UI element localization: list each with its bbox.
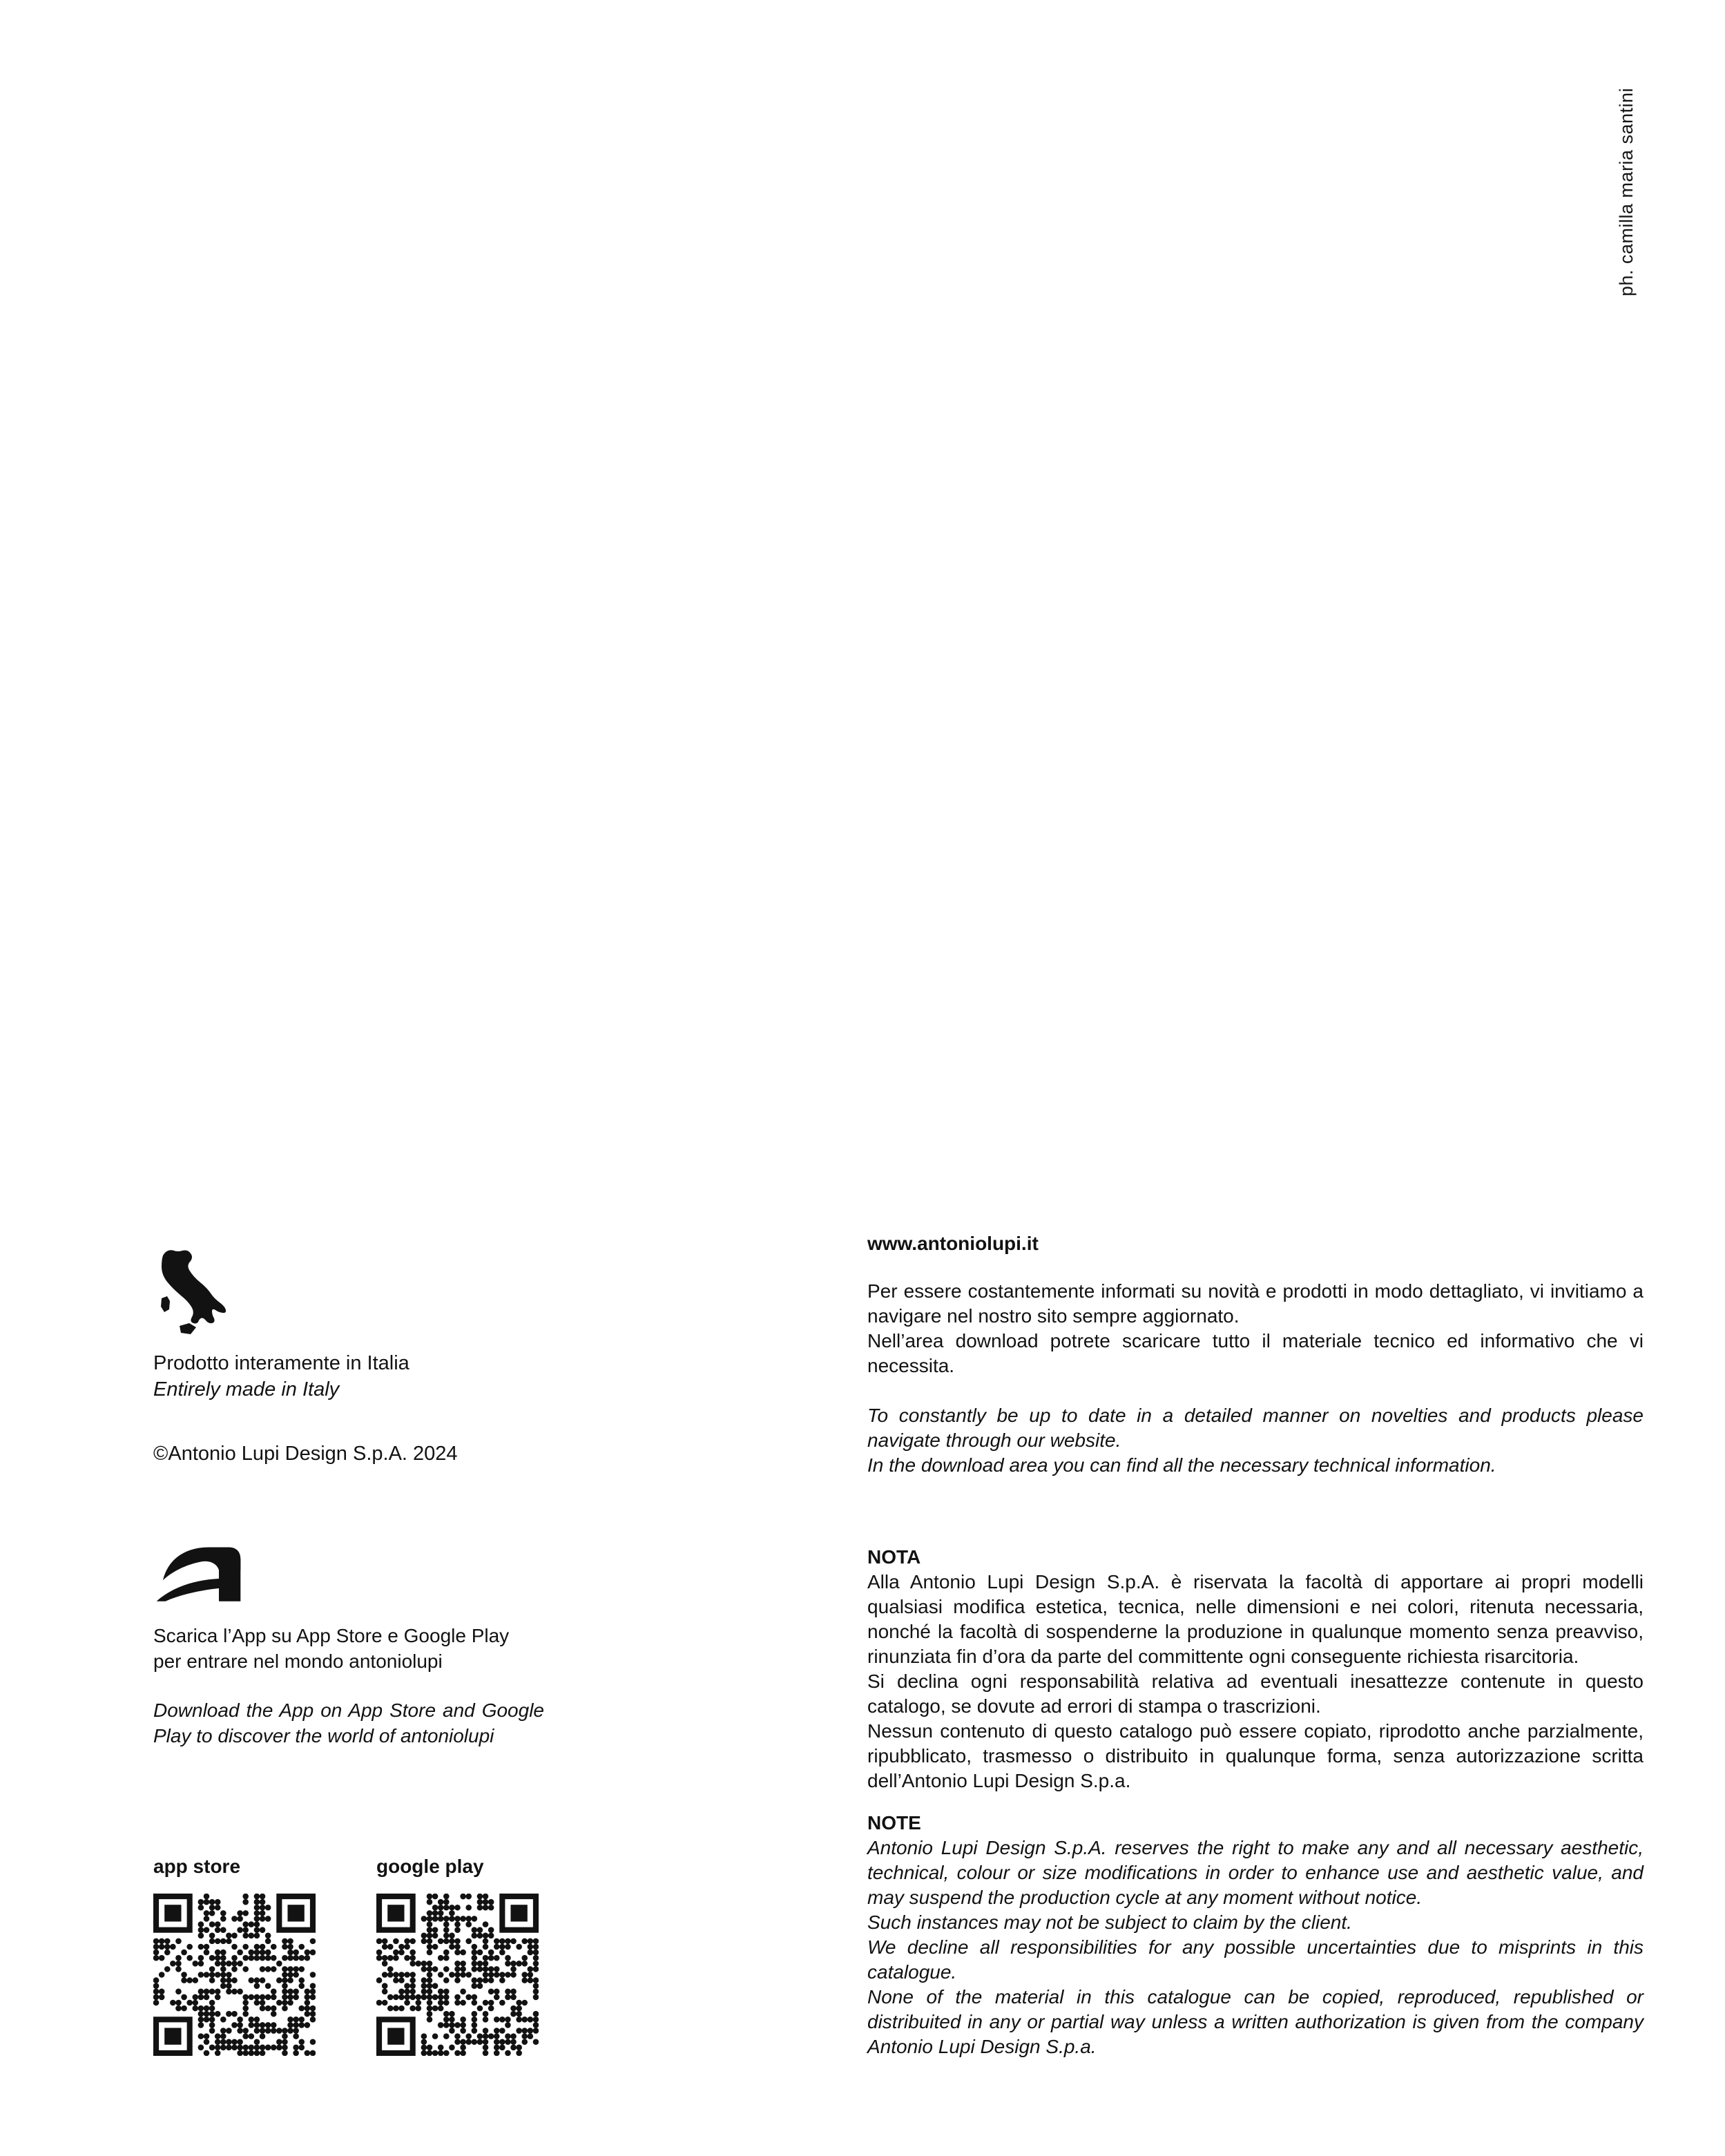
photo-credit-vertical-text: ph. camilla maria santini — [1616, 88, 1637, 297]
copyright-line: ©Antonio Lupi Design S.p.A. 2024 — [153, 1443, 458, 1465]
app-promo-italian-line2: per entrare nel mondo antoniolupi — [153, 1650, 443, 1672]
app-promo-italian — [153, 1623, 544, 1674]
app-promo-english: Download the App on App Store and Google Play to discover the world of antoniolupi — [153, 1700, 544, 1746]
made-in-italy-text — [153, 1350, 544, 1403]
qr-code-google-play-icon — [376, 1894, 539, 2056]
antoniolupi-logo — [154, 1540, 243, 1602]
google-play-label: google play — [376, 1856, 484, 1877]
qr-block-app-store — [153, 1856, 316, 2056]
italy-map-icon — [153, 1249, 228, 1339]
right-column — [867, 1231, 1644, 2059]
note-paragraph: Such instances may not be subject to claim by the client. — [867, 1912, 1352, 1933]
intro-italian-paragraph: Per essere costantemente informati su novità e prodotti in modo dettagliato, vi invitiamo a navigare nel nostro sito sempre aggiornato. — [867, 1280, 1644, 1327]
note-heading: NOTE — [867, 1812, 921, 1833]
nota-paragraph: Si declina ogni responsabilità relativa ad eventuali inesattezze contenute in questo catalogo, se dovute ad errori di stampa o trascrizioni. — [867, 1671, 1644, 1717]
intro-italian-paragraph: Nell’area download potrete scaricare tutto il materiale tecnico ed informativo che vi necessita. — [867, 1330, 1644, 1376]
qr-code-app-store-icon — [153, 1894, 316, 2056]
app-store-label: app store — [153, 1856, 241, 1877]
nota-paragraph: Nessun contenuto di questo catalogo può essere copiato, riprodotto anche parzialmente, ripubblicato, trasmesso o distribuito in qualunque forma, senza autorizzazione scritta dell’Antonio Lupi Design S.p.a. — [867, 1720, 1644, 1791]
note-paragraph: We decline all responsibilities for any possible uncertainties due to misprints in this catalogue. — [867, 1936, 1644, 1983]
app-promo-italian-line1: Scarica l’App su App Store e Google Play — [153, 1625, 510, 1646]
made-in-italy-english: Entirely made in Italy — [153, 1378, 340, 1401]
note-paragraph: Antonio Lupi Design S.p.A. reserves the right to make any and all necessary aesthetic, technical, colour or size modifications in order to enhance use and aesthetic value, and may suspend the production cycle at any moment without notice. — [867, 1837, 1644, 1908]
made-in-italy-italian: Prodotto interamente in Italia — [153, 1352, 409, 1374]
note-paragraph: None of the material in this catalogue can be copied, reproduced, republished or distribuited in any or partial way unless a written authorization is given from the company Antonio Lupi Design S.p.a. — [867, 1986, 1644, 2057]
qr-block-google-play — [376, 1856, 539, 2056]
intro-english-paragraph: In the download area you can find all the necessary technical information. — [867, 1454, 1496, 1476]
intro-english-paragraph: To constantly be up to date in a detailed manner on novelties and products please navigate through our website. — [867, 1405, 1644, 1451]
nota-heading: NOTA — [867, 1546, 921, 1568]
website-url[interactable]: www.antoniolupi.it — [867, 1233, 1039, 1254]
nota-paragraph: Alla Antonio Lupi Design S.p.A. è riservata la facoltà di apportare ai propri modelli qualsiasi modifica estetica, tecnica, nelle dimensioni e nei colori, ritenuta necessaria, nonché la facoltà di sospenderne la produzione in qualunque momento senza preavviso, rinunziata fin d’ora da parte del committente ogni conseguente richiesta risarcitoria. — [867, 1571, 1644, 1667]
